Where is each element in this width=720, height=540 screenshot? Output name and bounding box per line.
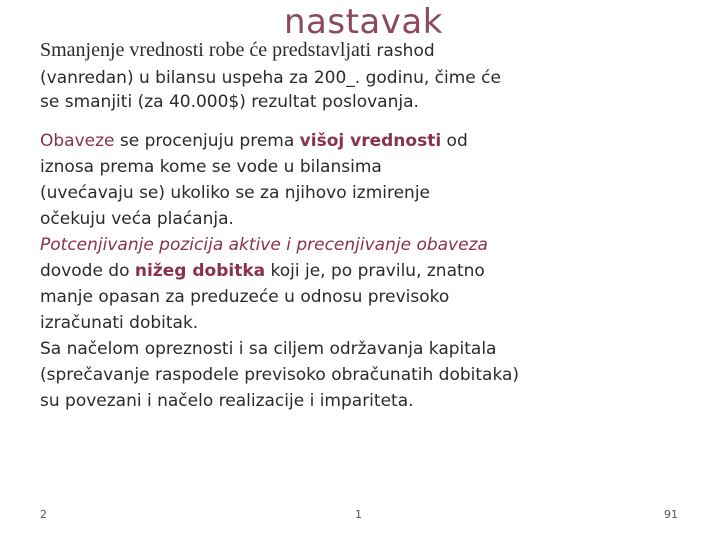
intro-paragraph xyxy=(40,66,680,114)
body-text xyxy=(40,128,690,414)
intro-line-2: se smanjiti (za 40.000$) rezultat poslovanja. xyxy=(40,92,419,112)
opreznost-line-2: (sprečavanje raspodele previsoko obračunatih dobitaka) xyxy=(40,365,520,385)
footer-center-number: 1 xyxy=(355,508,362,521)
obaveze-line-4: očekuju veća plaćanja. xyxy=(40,209,234,229)
potcenjivanje-line-4: izračunati dobitak. xyxy=(40,313,199,333)
potcenjivanje-text-c: koji je, po pravilu, znatno xyxy=(265,261,485,281)
intro-sans-text: rashod xyxy=(371,41,435,61)
term-nizeg-dobitka: nižeg dobitka xyxy=(134,261,266,281)
opreznost-line-1: Sa načelom opreznosti i sa ciljem održavanja kapitala xyxy=(40,339,497,359)
term-visoj-vrednosti: višoj vrednosti xyxy=(299,131,442,151)
potcenjivanje-text-a: dovode do xyxy=(40,261,135,281)
obaveze-text-2: od xyxy=(441,131,468,151)
slide-title: nastavak xyxy=(284,2,443,42)
footer-left-number: 2 xyxy=(40,508,47,521)
footer-page-number: 91 xyxy=(664,508,678,521)
potcenjivanje-line-1: Potcenjivanje pozicija aktive i precenjivanje obaveza xyxy=(40,235,488,255)
obaveze-text-1: se procenjuju prema xyxy=(114,131,300,151)
intro-first-line xyxy=(40,38,435,63)
opreznost-line-3: su povezani i načelo realizacije i impariteta. xyxy=(40,391,414,411)
obaveze-line-3: (uvećavaju se) ukoliko se za njihovo izmirenje xyxy=(40,183,431,203)
obaveze-line-1 xyxy=(40,128,690,154)
term-obaveze: Obaveze xyxy=(40,131,115,151)
potcenjivanje-line-3: manje opasan za preduzeće u odnosu previsoko xyxy=(40,287,450,307)
potcenjivanje-line-2 xyxy=(40,258,690,284)
obaveze-line-2: iznosa prema kome se vode u bilansima xyxy=(40,157,382,177)
intro-serif-text: Smanjenje vrednosti robe će predstavljati xyxy=(40,39,372,61)
intro-line-1: (vanredan) u bilansu uspeha za 200_. godinu, čime će xyxy=(40,68,501,88)
